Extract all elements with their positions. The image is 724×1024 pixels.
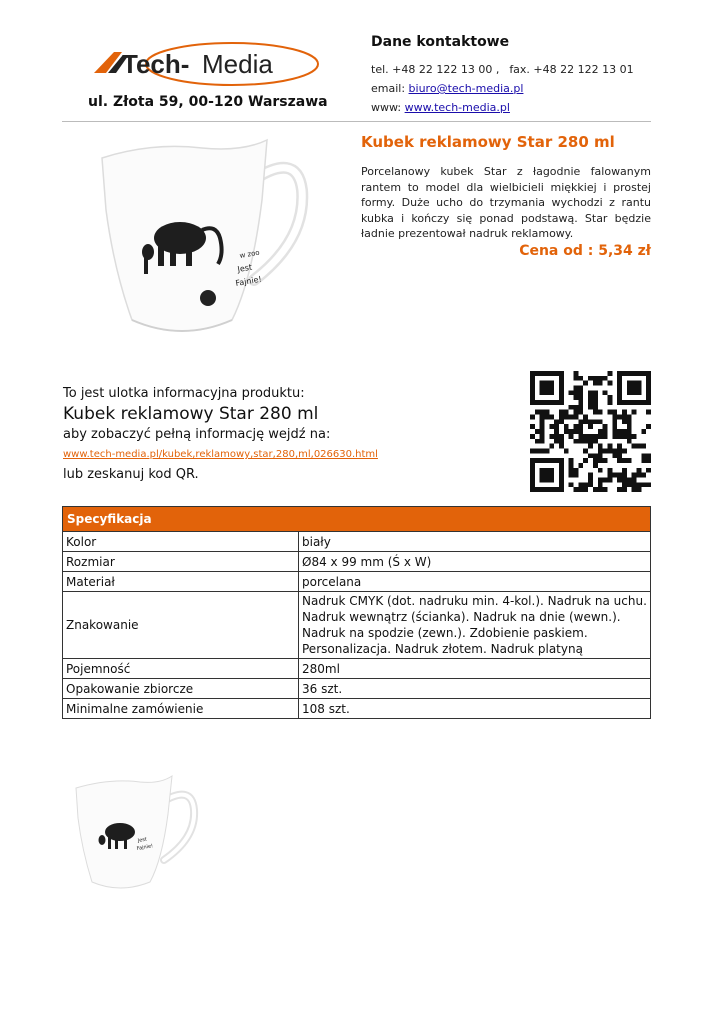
company-address: ul. Złota 59, 00-120 Warszawa — [88, 94, 328, 110]
product-title: Kubek reklamowy Star 280 ml — [361, 133, 615, 151]
logo-text-media: Media — [202, 49, 273, 79]
qr-code[interactable] — [530, 371, 651, 492]
spec-label: Minimalne zamówienie — [63, 699, 299, 719]
svg-text:Fajnie!: Fajnie! — [234, 274, 263, 288]
spec-value: 36 szt. — [299, 679, 651, 699]
contact-phone-line — [371, 60, 634, 79]
leaflet-info — [63, 384, 378, 485]
spec-value: porcelana — [299, 572, 651, 592]
product-link[interactable]: www.tech-media.pl/kubek,reklamowy,star,280,ml,026630.html — [63, 449, 378, 460]
svg-text:Jest: Jest — [236, 262, 253, 274]
spec-label: Znakowanie — [63, 592, 299, 659]
spec-table — [62, 506, 651, 719]
phone-number: tel. +48 22 122 13 00 , — [371, 63, 500, 76]
leaflet-scan-text: lub zeskanuj kod QR. — [63, 467, 199, 482]
spec-label: Kolor — [63, 532, 299, 552]
spec-label: Rozmiar — [63, 552, 299, 572]
leaflet-product-name: Kubek reklamowy Star 280 ml — [63, 404, 319, 424]
product-price: Cena od : 5,34 zł — [519, 243, 651, 259]
svg-text:w zoo: w zoo — [238, 248, 261, 260]
header-divider — [62, 121, 651, 122]
table-row — [63, 659, 651, 679]
spec-label: Opakowanie zbiorcze — [63, 679, 299, 699]
product-thumbnail-mug — [70, 770, 200, 895]
spec-label: Pojemność — [63, 659, 299, 679]
logo-text-tech: Tech- — [122, 49, 190, 79]
contact-title: Dane kontaktowe — [371, 34, 510, 50]
table-row — [63, 592, 651, 659]
leaflet-intro: To jest ulotka informacyjna produktu: — [63, 386, 305, 401]
svg-text:Fajnie!: Fajnie! — [136, 843, 154, 852]
contact-block — [371, 34, 634, 117]
spec-value: Nadruk CMYK (dot. nadruku min. 4-kol.). Nadruk na uchu. Nadruk wewnątrz (ścianka). Nadruk na dnie (wewn.). Nadruk na spodzie (zewn.). Zdobienie paskiem. Personalizacja. Nadruk złotem. Nadruk platyną — [299, 592, 651, 659]
email-label: email: — [371, 82, 406, 95]
spec-value: biały — [299, 532, 651, 552]
table-row — [63, 532, 651, 552]
spec-value: 108 szt. — [299, 699, 651, 719]
product-image-mug — [92, 130, 322, 345]
tech-media-logo — [92, 40, 322, 88]
email-link[interactable]: biuro@tech-media.pl — [408, 82, 524, 95]
fax-number: fax. +48 22 122 13 01 — [509, 63, 634, 76]
spec-value: Ø84 x 99 mm (Ś x W) — [299, 552, 651, 572]
www-link[interactable]: www.tech-media.pl — [404, 101, 510, 114]
svg-text:Jest: Jest — [137, 836, 148, 844]
leaflet-cta: aby zobaczyć pełną informację wejdź na: — [63, 427, 331, 442]
table-row — [63, 679, 651, 699]
product-description: Porcelanowy kubek Star z łagodnie falowanym rantem to model dla wielbicieli miękkiej i prostej formy. Duże ucho do trzymania wychodzi z rantu kubka i kończy się ponad podstawą. Star będzie ładnie prezentował nadruk reklamowy. — [361, 165, 651, 240]
www-label: www: — [371, 101, 402, 114]
spec-value: 280ml — [299, 659, 651, 679]
table-row — [63, 552, 651, 572]
spec-label: Materiał — [63, 572, 299, 592]
spec-table-header: Specyfikacja — [63, 507, 651, 532]
table-row — [63, 572, 651, 592]
contact-email-line — [371, 79, 634, 98]
contact-www-line — [371, 98, 634, 117]
table-row — [63, 699, 651, 719]
